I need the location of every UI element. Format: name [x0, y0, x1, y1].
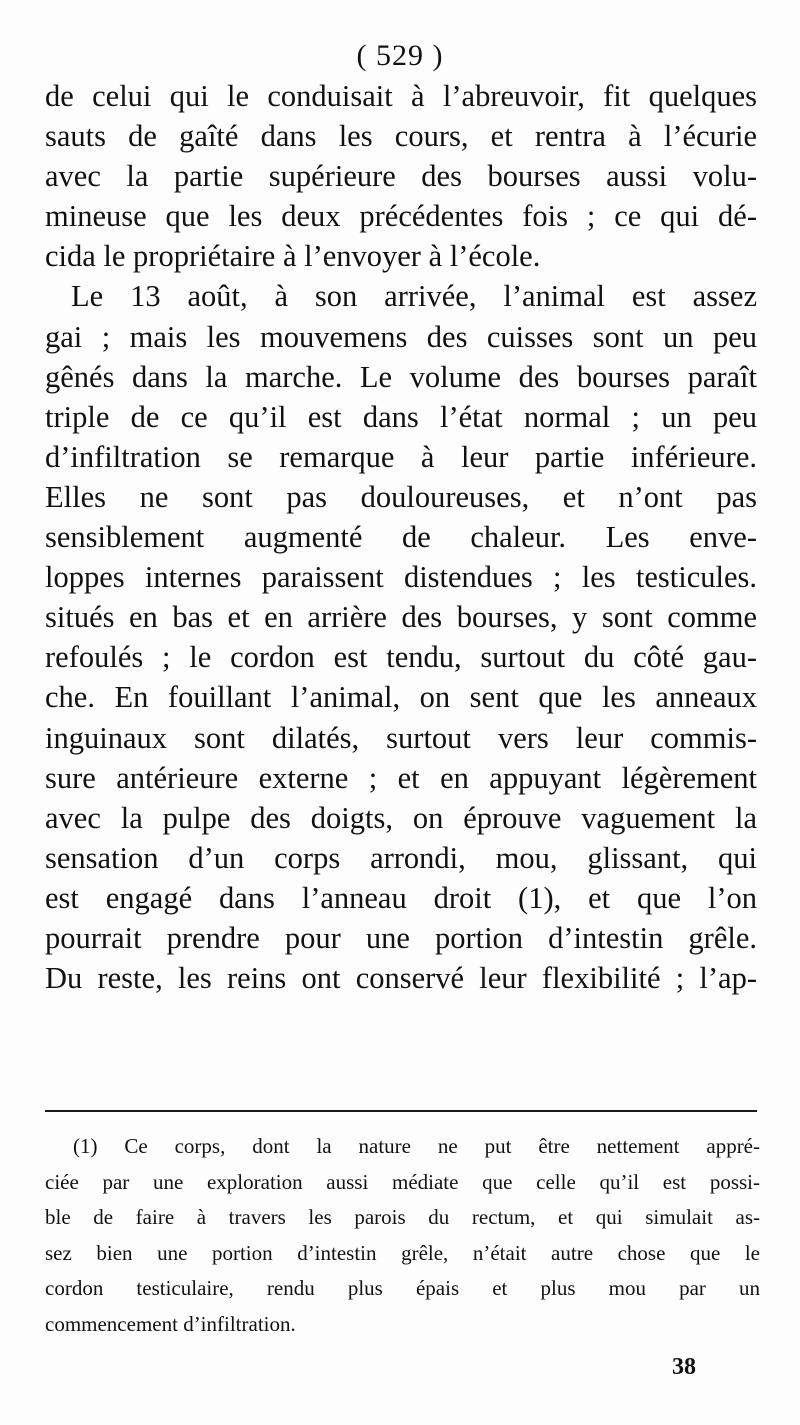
footnote	[45, 1129, 760, 1343]
text-line: de celui qui le conduisait à l’abreuvoir, fit quelques	[45, 79, 757, 113]
text-line: loppes internes paraissent distendues ; les testicules.	[45, 560, 757, 595]
footnote-line: (1) Ce corps, dont la nature ne put être nettement appré-	[73, 1134, 760, 1158]
text-line: refoulés ; le cordon est tendu, surtout du côté gau-	[45, 640, 757, 675]
text-line: sure antérieure externe ; et en appuyant légèrement	[45, 760, 757, 795]
text-line: inguinaux sont dilatés, surtout vers leur commis-	[45, 720, 757, 755]
text-line: sensiblement augmenté de chaleur. Les enve-	[45, 520, 757, 555]
footnote-line: commencement d’infiltration.	[45, 1311, 296, 1336]
footnote-line: cordon testiculaire, rendu plus épais et plus mou par un	[45, 1276, 760, 1301]
text-line: est engagé dans l’anneau droit (1), et que l’on	[45, 880, 757, 915]
main-text	[45, 76, 757, 998]
text-line: situés en bas et en arrière des bourses, y sont comme	[45, 600, 757, 635]
text-line: cida le propriétaire à l’envoyer à l’école.	[45, 239, 541, 274]
footnote-line: ciée par une exploration aussi médiate que celle qu’il est possi-	[45, 1169, 760, 1194]
text-line: pourrait prendre pour une portion d’intestin grêle.	[45, 920, 757, 955]
text-line: che. En fouillant l’animal, on sent que les anneaux	[45, 680, 757, 715]
footnote-divider	[45, 1110, 757, 1112]
text-line: avec la partie supérieure des bourses aussi volu-	[45, 159, 757, 194]
text-line: mineuse que les deux précédentes fois ; ce qui dé-	[45, 199, 757, 234]
text-line: gai ; mais les mouvemens des cuisses sont un peu	[45, 319, 757, 354]
text-line: Le 13 août, à son arrivée, l’animal est assez	[71, 279, 757, 314]
text-line: gênés dans la marche. Le volume des bourses paraît	[45, 359, 757, 394]
text-line: sensation d’un corps arrondi, mou, glissant, qui	[45, 840, 757, 875]
text-line: avec la pulpe des doigts, on éprouve vaguement la	[45, 800, 757, 835]
footnote-line: ble de faire à travers les parois du rectum, et qui simulait as-	[45, 1205, 760, 1230]
page-number: ( 529 )	[356, 39, 444, 72]
text-line: sauts de gaîté dans les cours, et rentra à l’écurie	[45, 119, 757, 154]
signature-mark: 38	[672, 1354, 696, 1380]
text-line: triple de ce qu’il est dans l’état normal ; un peu	[45, 399, 757, 434]
text-line: Elles ne sont pas douloureuses, et n’ont pas	[45, 479, 757, 514]
footnote-line: sez bien une portion d’intestin grêle, n’était autre chose que le	[45, 1240, 760, 1265]
text-line: d’infiltration se remarque à leur partie inférieure.	[45, 439, 757, 474]
text-line: Du reste, les reins ont conservé leur flexibilité ; l’ap-	[45, 961, 757, 996]
